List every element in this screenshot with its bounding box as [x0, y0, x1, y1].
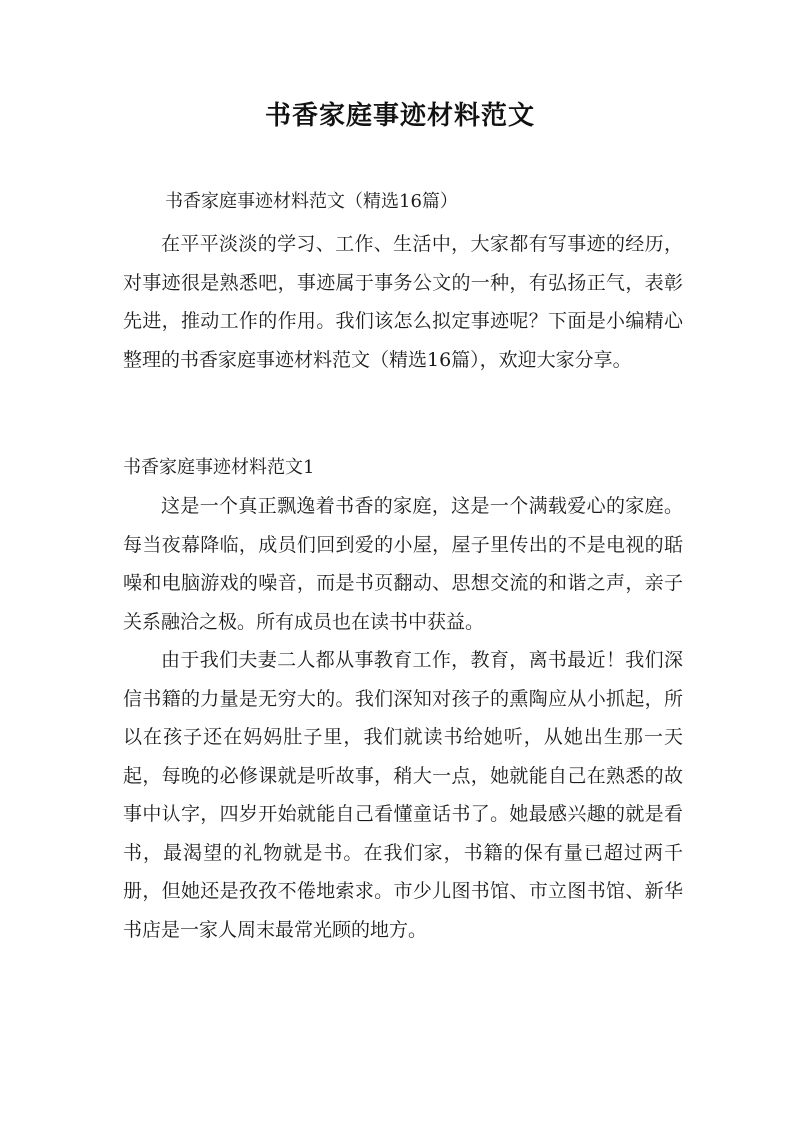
intro-paragraph: 在平平淡淡的学习、工作、生活中，大家都有写事迹的经历，对事迹很是熟悉吧，事迹属于事务公文的一种，有弘扬正气，表彰先进，推动工作的作用。我们该怎么拟定事迹呢？下面是小编精心整理的书香家庭事迹材料范文（精选16篇），欢迎大家分享。 [123, 233, 683, 371]
section-heading: 书香家庭事迹材料范文1 [123, 457, 315, 478]
section-body [123, 487, 683, 949]
document-subtitle: 书香家庭事迹材料范文（精选16篇） [165, 191, 458, 212]
body-paragraph: 这是一个真正飘逸着书香的家庭，这是一个满载爱心的家庭。每当夜幕降临，成员们回到爱的小屋，屋子里传出的不是电视的聒噪和电脑游戏的噪音，而是书页翻动、思想交流的和谐之声，亲子关系融洽之极。所有成员也在读书中获益。 [123, 495, 683, 633]
intro-block [123, 225, 683, 379]
body-paragraph: 由于我们夫妻二人都从事教育工作，教育，离书最近！我们深信书籍的力量是无穷大的。我们深知对孩子的熏陶应从小抓起，所以在孩子还在妈妈肚子里，我们就读书给她听，从她出生那一天起，每晚的必修课就是听故事，稍大一点，她就能自己在熟悉的故事中认字，四岁开始就能自己看懂童话书了。她最感兴趣的就是看书，最渴望的礼物就是书。在我们家，书籍的保有量已超过两千册，但她还是孜孜不倦地索求。市少儿图书馆、市立图书馆、新华书店是一家人周末最常光顾的地方。 [123, 649, 683, 941]
document-title: 书香家庭事迹材料范文 [264, 101, 535, 131]
